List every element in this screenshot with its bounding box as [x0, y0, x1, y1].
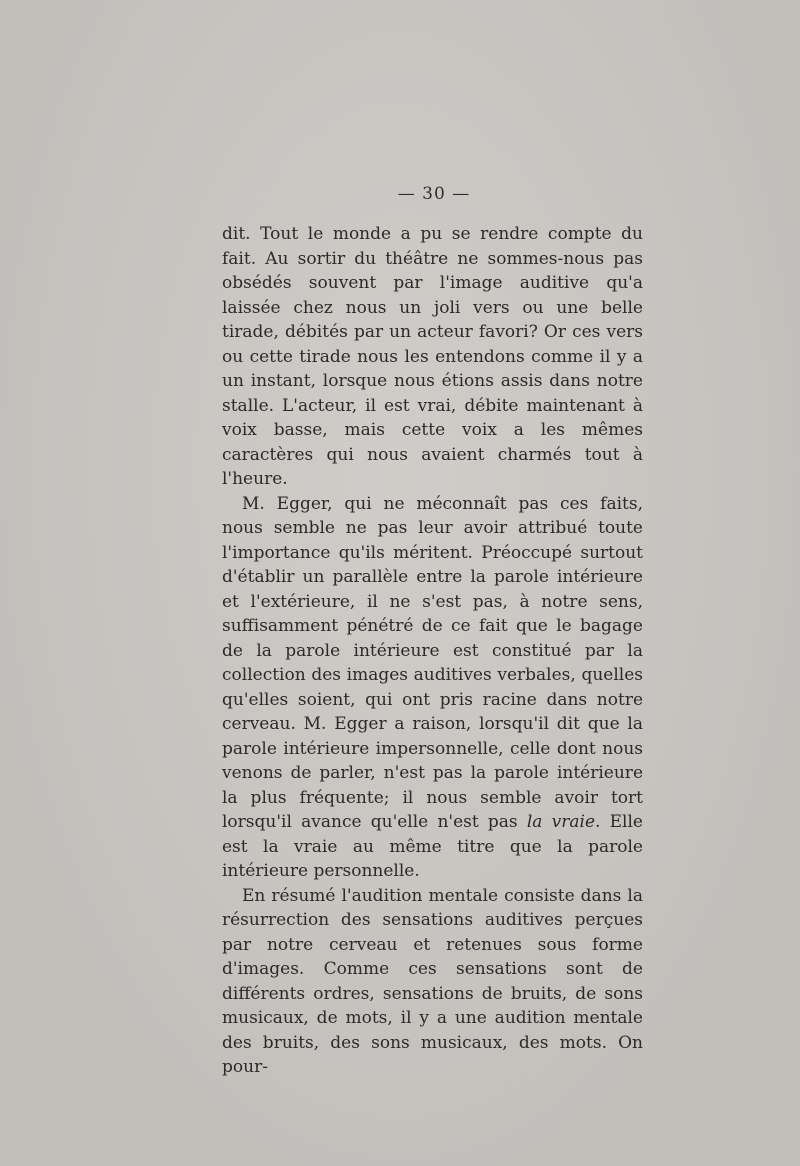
paragraph-1: dit. Tout le monde a pu se rendre compte du fait. Au sortir du théâtre ne sommes-nous pas obsédés souvent par l'image auditive qu'a laissée chez nous un joli vers ou une belle tirade, débités par un acteur favori? Or ces vers ou cette tirade nous les entendons comme il y a un instant, lorsque nous étions assis dans notre stalle. L'acteur, il est vrai, débite maintenant à voix basse, mais cette voix a les mêmes caractères qui nous avaient charmés tout à l'heure. — [222, 224, 643, 489]
page-number: — 30 — — [397, 184, 471, 204]
paragraph-2-text-a: M. Egger, qui ne méconnaît pas ces faits, nous semble ne pas leur avoir attribué toute l'importance qu'ils méritent. Préoccupé surtout d'établir un parallèle entre la parole intérieure et l'extérieure, il ne s'est pas, à notre sens, suffisamment pénétré de ce fait que le bagage de la parole intérieure est constitué par la collection des images auditives verbales, quelles qu'elles soient, qui ont pris racine dans notre cerveau. M. Egger a raison, lorsqu'il dit que la parole intérieure impersonnelle, celle dont nous venons de parler, n'est pas la parole intérieure la plus fréquente; il nous semble avoir tort lorsqu'il avance qu'elle n'est pas — [222, 493, 643, 832]
paragraph-2-text-b: . Elle est la vraie au même titre que la parole intérieure personnelle. — [222, 812, 643, 881]
body-text — [222, 222, 643, 1080]
paragraph-3: En résumé l'audition mentale consiste dans la résurrection des sensations auditives perçues par notre cerveau et retenues sous forme d'images. Comme ces sensations sont de différents ordres, sensations de bruits, de sons musicaux, de mots, il y a une audition mentale des bruits, des sons musicaux, des mots. On pour- — [222, 885, 643, 1077]
paragraph-2 — [222, 492, 643, 884]
paragraph-2-emphasis: la vraie — [526, 812, 596, 832]
